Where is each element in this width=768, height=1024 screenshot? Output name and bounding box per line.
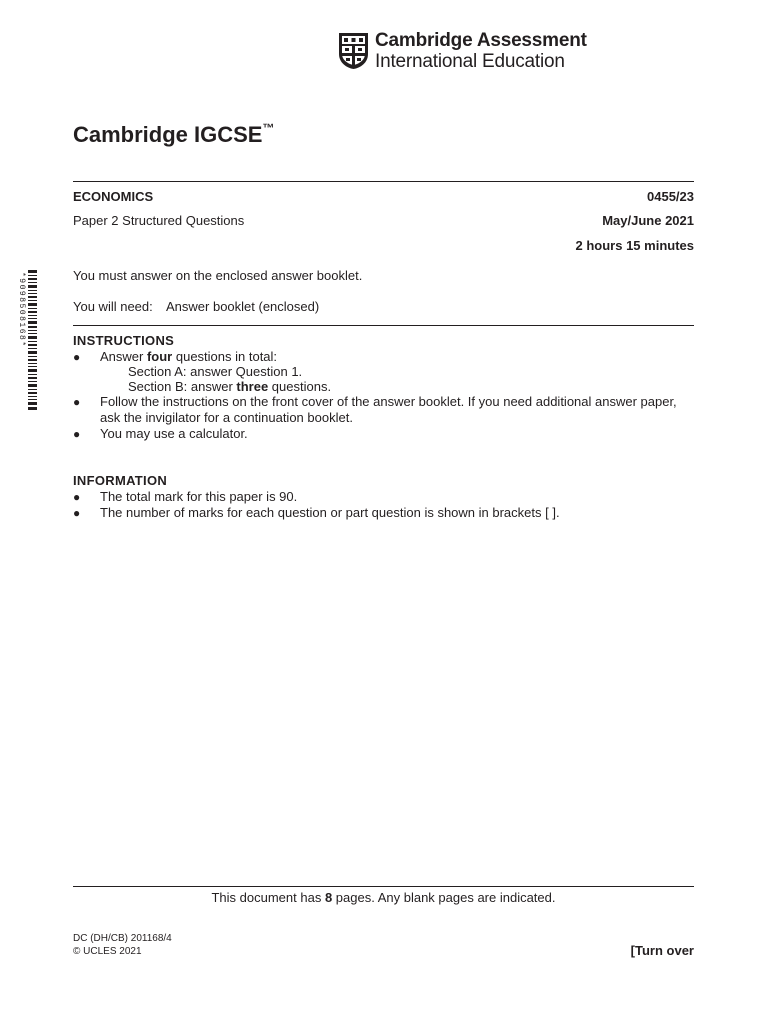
turn-over-note: [Turn over xyxy=(630,943,694,958)
exam-duration: 2 hours 15 minutes xyxy=(575,238,694,253)
instruction-text: questions in total: xyxy=(172,349,278,364)
subject-name: ECONOMICS xyxy=(73,189,154,204)
paper-name: Paper 2 Structured Questions xyxy=(73,213,245,228)
page-count-note xyxy=(73,890,694,905)
title-text: Cambridge IGCSE xyxy=(73,122,263,147)
instruction-text: Section B: answer xyxy=(128,379,237,394)
section-b-instruction xyxy=(128,379,331,394)
top-divider xyxy=(73,181,694,182)
logo-line-2: International Education xyxy=(375,51,565,72)
trademark-mark: ™ xyxy=(262,120,275,135)
copyright: © UCLES 2021 xyxy=(73,946,142,957)
need-value: Answer booklet (enclosed) xyxy=(166,299,320,314)
bullet-icon: ● xyxy=(73,490,81,504)
bullet-icon: ● xyxy=(73,427,81,441)
bullet-icon: ● xyxy=(73,350,81,364)
answer-note: You must answer on the enclosed answer booklet. xyxy=(73,268,363,283)
exam-session: May/June 2021 xyxy=(602,213,694,228)
barcode-icon xyxy=(28,270,37,410)
footer-divider xyxy=(73,886,694,887)
section-a-instruction: Section A: answer Question 1. xyxy=(128,364,303,379)
instructions-heading: INSTRUCTIONS xyxy=(73,333,175,348)
footer-text: This document has xyxy=(211,890,325,905)
page-count: 8 xyxy=(324,890,333,905)
bullet-icon: ● xyxy=(73,395,81,409)
page-title xyxy=(73,122,274,148)
instruction-emphasis: four xyxy=(146,349,173,364)
instruction-emphasis: three xyxy=(236,379,269,394)
instruction-item-3: You may use a calculator. xyxy=(100,426,248,441)
cambridge-crest-icon xyxy=(338,32,369,70)
instruction-text: questions. xyxy=(268,379,332,394)
logo-line-1: Cambridge Assessment xyxy=(375,30,587,51)
bullet-icon: ● xyxy=(73,506,81,520)
information-item-2: The number of marks for each question or part question is shown in brackets [ ]. xyxy=(100,505,560,520)
instruction-item-2-line-1: Follow the instructions on the front cover of the answer booklet. If you need additional answer paper, xyxy=(100,394,677,409)
cambridge-assessment-logo xyxy=(338,30,587,72)
paper-code: 0455/23 xyxy=(647,189,694,204)
information-item-1: The total mark for this paper is 90. xyxy=(100,489,298,504)
instruction-item-2-line-2: ask the invigilator for a continuation booklet. xyxy=(100,410,353,425)
information-heading: INFORMATION xyxy=(73,473,168,488)
instruction-text: Answer xyxy=(100,349,147,364)
document-reference: DC (DH/CB) 201168/4 xyxy=(73,933,172,944)
need-label: You will need: xyxy=(73,299,153,314)
footer-text: pages. Any blank pages are indicated. xyxy=(332,890,556,905)
instruction-item-1 xyxy=(100,349,277,364)
barcode-number: *9098508168* xyxy=(17,272,26,348)
instructions-divider xyxy=(73,325,694,326)
